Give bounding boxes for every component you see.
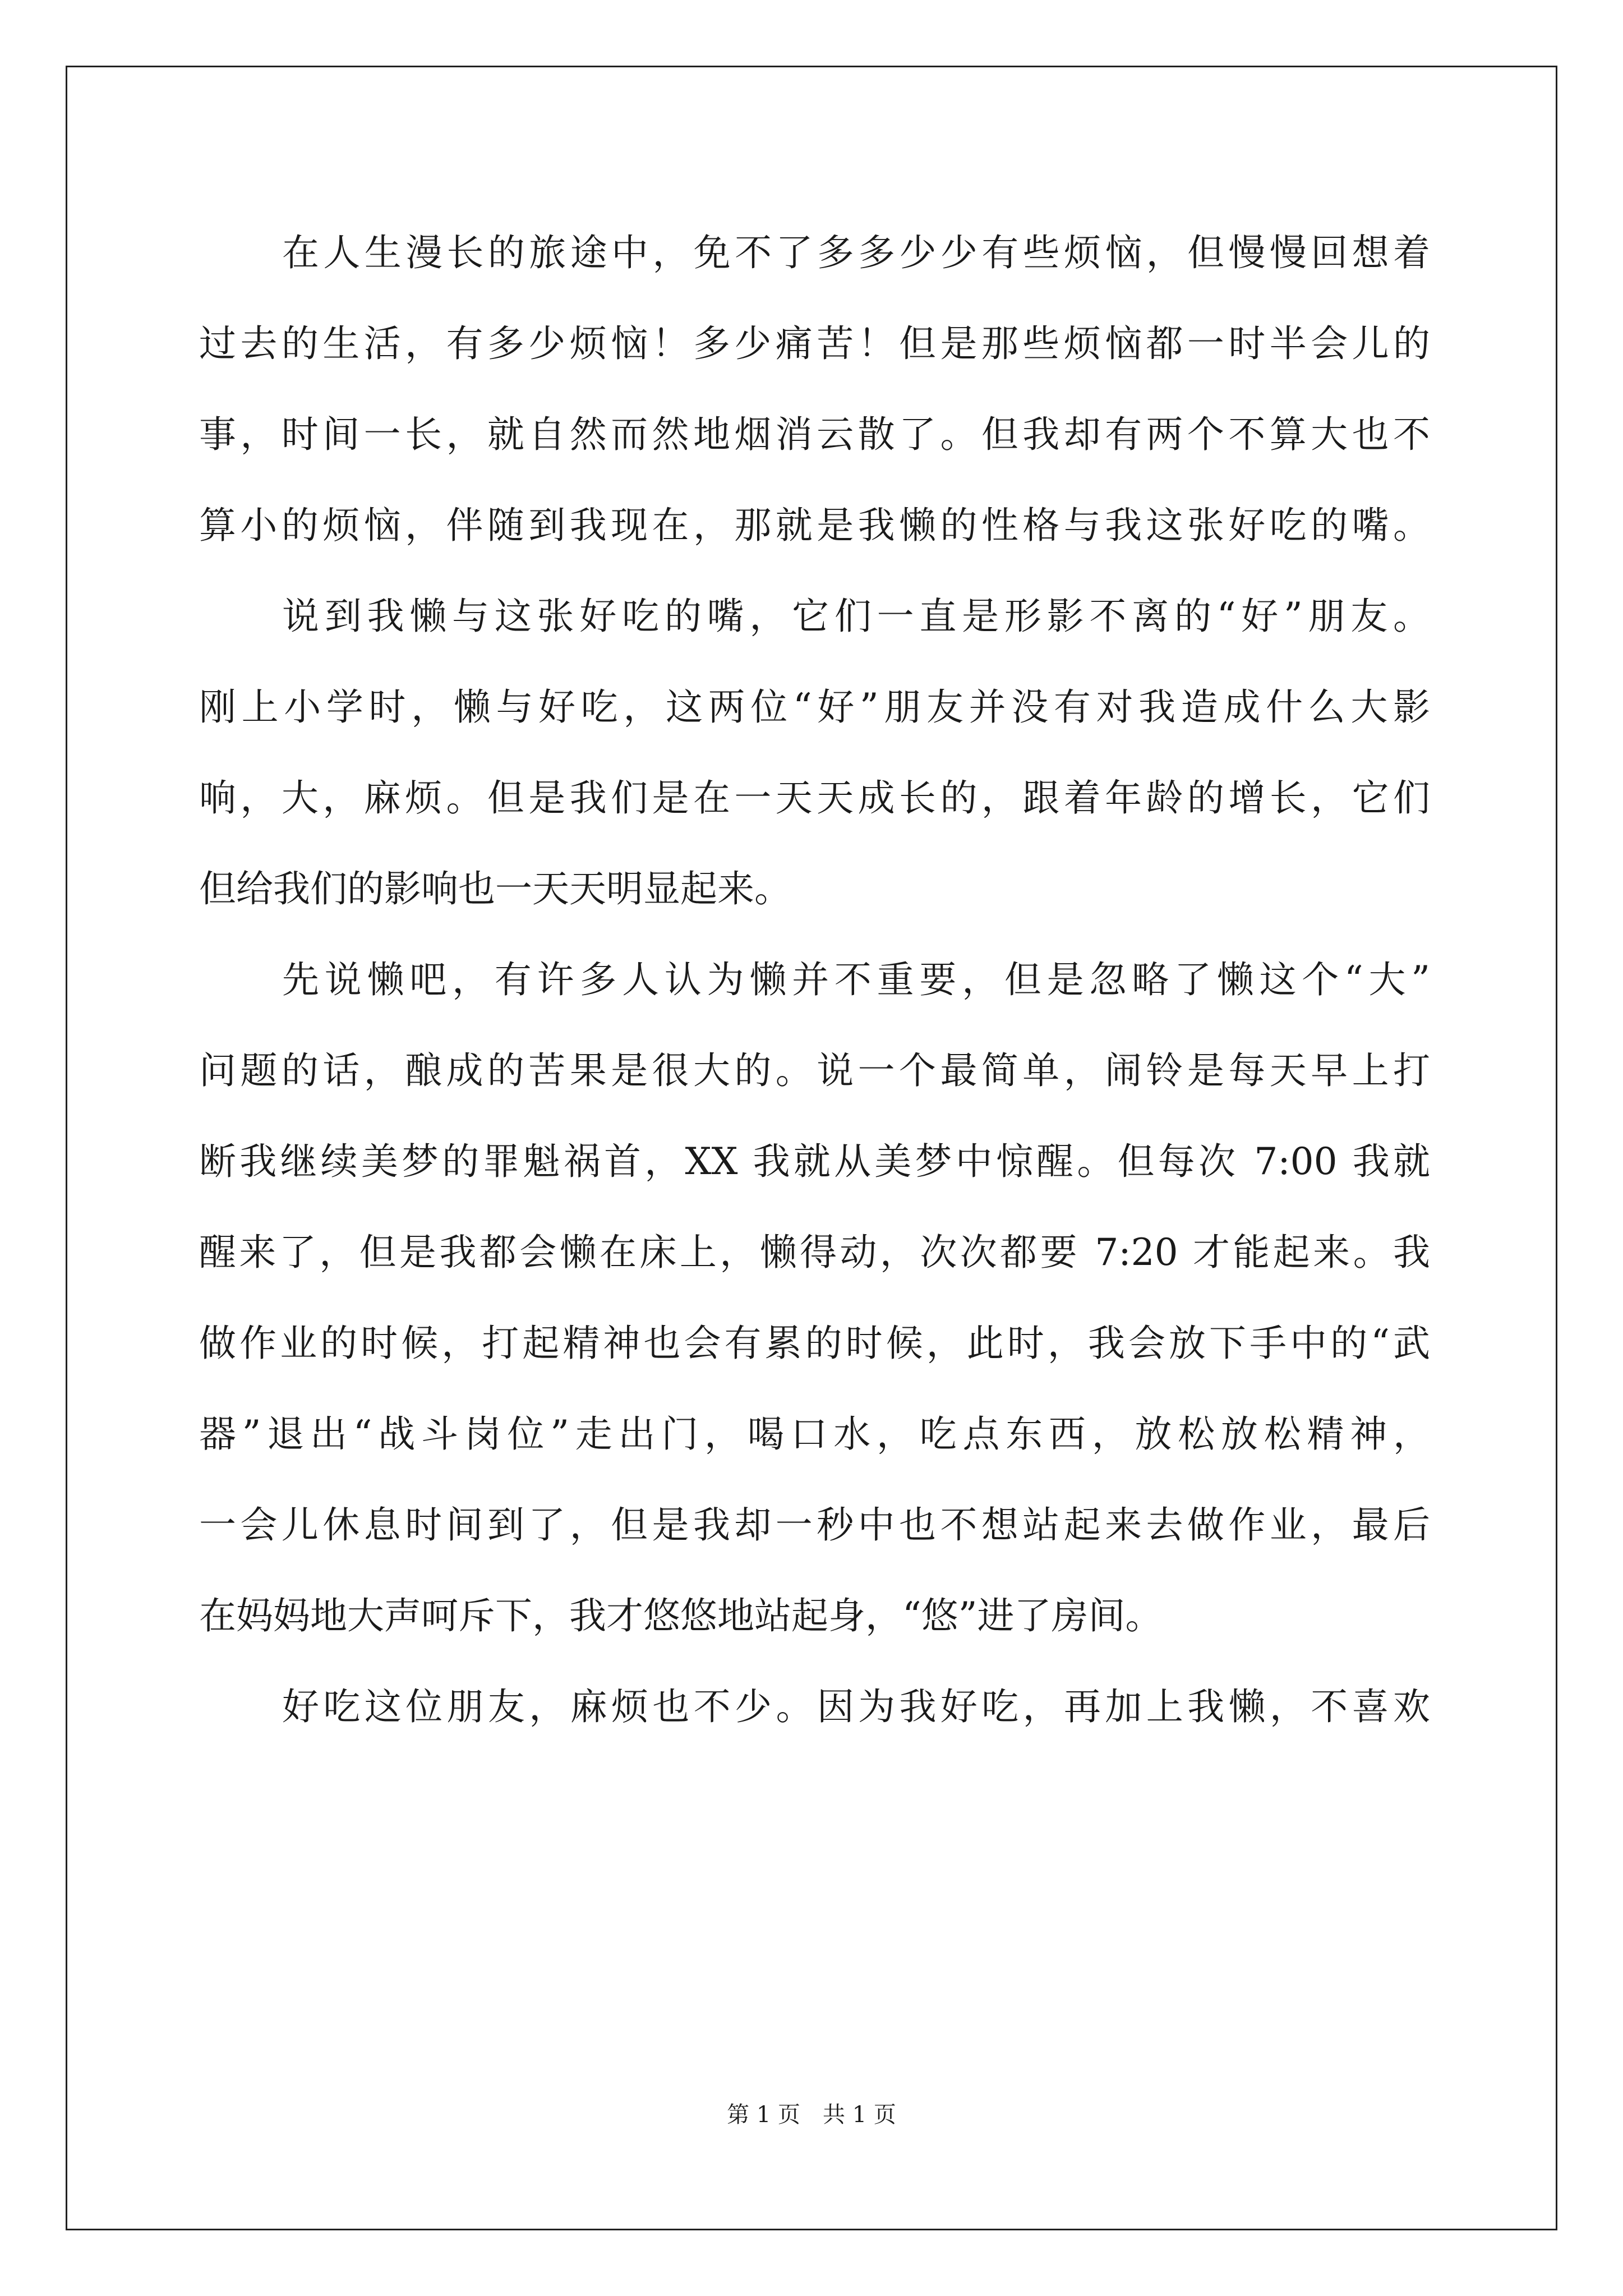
text-line: 在妈妈地大声呵斥下，我才悠悠地站起身，“悠”进了房间。	[199, 1594, 1163, 1637]
text-line: 但给我们的影响也一天天明显起来。	[199, 867, 791, 910]
page-footer	[0, 2098, 1623, 2132]
paragraph-4	[199, 1662, 1430, 1752]
paragraph-3	[199, 935, 1430, 1662]
text-line: 做作业的时候，打起精神也会有累的时候，此时，我会放下手中的“武	[199, 1322, 1430, 1365]
text-line: 先说懒吧，有许多人认为懒并不重要，但是忽略了懒这个“大”	[282, 958, 1430, 1001]
text-line: 响，大，麻烦。但是我们是在一天天成长的，跟着年龄的增长，它们	[199, 776, 1430, 820]
page-number: 第 1 页	[727, 2102, 800, 2128]
text-line: 器”退出“战斗岗位”走出门，喝口水，吃点东西，放松放松精神，	[199, 1412, 1430, 1456]
text-line: 一会儿休息时间到了，但是我却一秒中也不想站起来去做作业，最后	[199, 1503, 1430, 1547]
text-line: 说到我懒与这张好吃的嘴，它们一直是形影不离的“好”朋友。	[282, 595, 1430, 638]
text-line: 好吃这位朋友，麻烦也不少。因为我好吃，再加上我懒，不喜欢	[282, 1685, 1430, 1728]
page-total: 共 1 页	[823, 2102, 896, 2128]
text-line: 问题的话，酿成的苦果是很大的。说一个最简单，闹铃是每天早上打	[199, 1049, 1430, 1092]
document-body	[199, 208, 1430, 1752]
paragraph-2	[199, 571, 1430, 935]
text-line: 刚上小学时，懒与好吃，这两位“好”朋友并没有对我造成什么大影	[199, 685, 1430, 729]
text-line: 在人生漫长的旅途中，免不了多多少少有些烦恼，但慢慢回想着	[282, 231, 1430, 274]
text-line: 过去的生活，有多少烦恼！多少痛苦！但是那些烦恼都一时半会儿的	[199, 322, 1430, 365]
paragraph-1	[199, 208, 1430, 571]
text-line: 醒来了，但是我都会懒在床上，懒得动，次次都要 7:20 才能起来。我	[199, 1231, 1430, 1274]
text-line: 事，时间一长，就自然而然地烟消云散了。但我却有两个不算大也不	[199, 413, 1430, 456]
text-line: 断我继续美梦的罪魁祸首，XX 我就从美梦中惊醒。但每次 7:00 我就	[199, 1140, 1430, 1183]
text-line: 算小的烦恼，伴随到我现在，那就是我懒的性格与我这张好吃的嘴。	[199, 504, 1430, 547]
